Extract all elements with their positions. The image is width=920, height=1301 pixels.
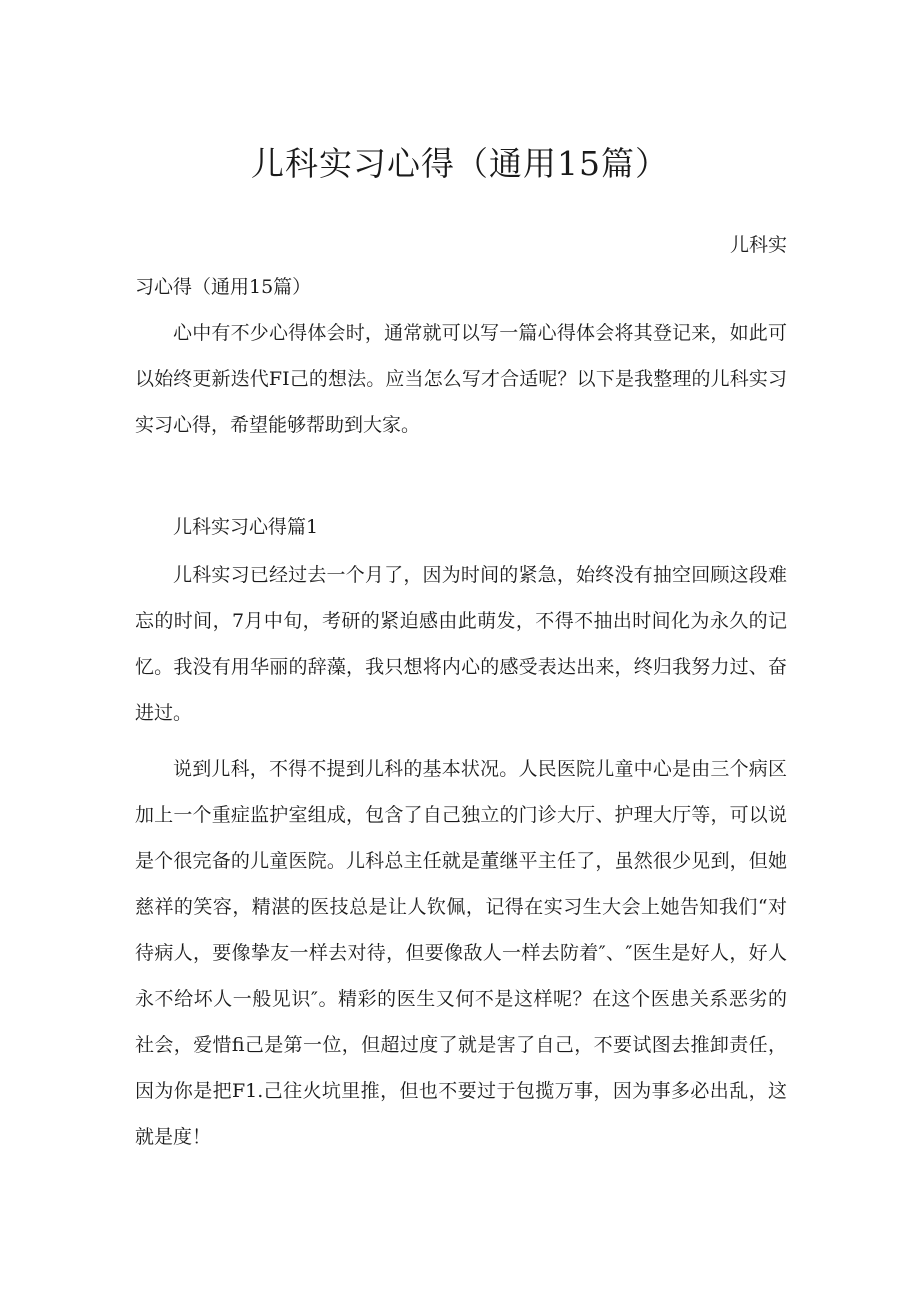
intro-line-2: 习心得（通用15篇） <box>135 276 312 298</box>
body-paragraph-2: 说到儿科，不得不提到儿科的基本状况。人民医院儿童中心是由三个病区加上一个重症监护室组成，包含了自己独立的门诊大厅、护理大厅等，可以说是个很完备的儿童医院。儿科总主任就是董继平主任了，虽然很少见到，但她慈祥的笑容，精湛的医技总是让人钦佩，记得在实习生大会上她告知我们“对待病人，要像挚友一样去对待，但要像敌人一样去防着″、″医生是好人，好人永不给坏人一般见识″。精彩的医生又何不是这样呢？在这个医患关系恶劣的社会，爱惜fi己是第一位，但超过度了就是害了自己，不要试图去推卸责任，因为你是把F1.己往火坑里推，但也不要过于包揽万事，因为事多必出乱，这就是度！ <box>135 758 787 1148</box>
intro-line-1: 儿科实 <box>729 234 787 256</box>
intro-paragraph: 心中有不少心得体会时，通常就可以写一篇心得体会将其登记来，如此可以始终更新迭代FI己的想法。应当怎么写才合适呢？以下是我整理的儿科实习实习心得，希望能够帮助到大家。 <box>135 322 787 436</box>
body-paragraph-1: 儿科实习已经过去一个月了，因为时间的紧急，始终没有抽空回顾这段难忘的时间，7月中旬，考研的紧迫感由此萌发，不得不抽出时间化为永久的记忆。我没有用华丽的辞藻，我只想将内心的感受表达出来，终归我努力过、奋进过。 <box>135 564 787 724</box>
section-heading: 儿科实习心得篇1 <box>173 516 319 538</box>
document-title: 儿科实习心得（通用15篇） <box>251 144 669 183</box>
